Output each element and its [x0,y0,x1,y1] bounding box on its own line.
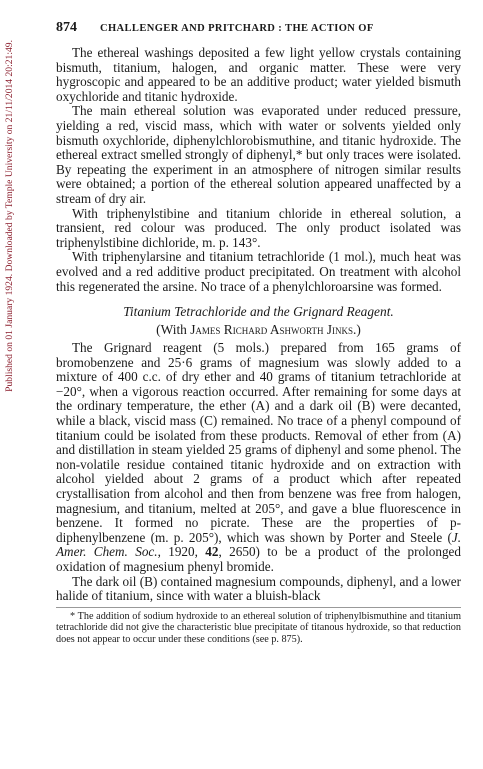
journal-page [56,20,461,646]
subtitle-prefix: (With [156,322,191,338]
citation-journal: J. Amer. Chem. Soc. [56,529,461,560]
provenance-text: Published on 01 January 1924. Downloaded by Temple University on 21/11/2014 20:21:49. [4,40,15,392]
page-header [56,20,461,40]
running-title: CHALLENGER AND PRITCHARD : THE ACTION OF [100,23,374,34]
paragraph: The ethereal washings deposited a few light yellow crystals containing bismuth, titanium, halogen, and organic matter. These were very hygroscopic and appeared to be an additive product; water yielded bismuth oxychloride and titanic hydroxide. [56,45,461,104]
paragraph [56,341,461,575]
citation-volume: 42 [205,544,219,560]
paragraph: With triphenylarsine and titanium tetrachloride (1 mol.), much heat was evolved and a red additive product precipitated. On treatment with alcohol this regenerated the arsine. No trace of a phenylchloroarsine was formed. [56,249,461,294]
footnote [56,607,461,646]
citation-year: , 1920, [157,544,206,560]
provenance-sidebar [4,40,18,520]
paragraph: The dark oil (B) contained magnesium compounds, diphenyl, and a lower halide of titanium, since with water a bluish-black [56,573,461,604]
paragraph: With triphenylstibine and titanium chloride in ethereal solution, a transient, red colour was produced. The only product isolated was triphenylstibine dichloride, m. p. 143°. [56,205,461,250]
coauthor-name: James Richard Ashworth Jinks [190,322,354,338]
subtitle-suffix: .) [353,322,361,338]
section-title: Titanium Tetrachloride and the Grignard Reagent. [123,304,394,320]
paragraph-text-end: , 2650) to be a product of the prolonged oxidation of magnesium phenyl bromide. [56,544,461,574]
paragraph-text: The Grignard reagent (5 mols.) prepared from 165 grams of bromobenzene and 25·6 grams of magnesium was slowly added to a mixture of 400 c.c. of dry ether and 40 grams of titanium tetrachloride at −20°, when a vigorous reaction occurred. After remaining for some days at the ordinary temperature, the ether (A) and a dark oil (B) were decanted, while a black, viscid mass (C) remained. No trace of a phenyl compound of titanium could be isolated from these products. Removal of ether from (A) and distillation in steam yielded 25 grams of diphenyl and some phenol. The non-volatile residue contained titanic hydroxide and on extraction with alcohol yielded about 2 grams of a product which after repeated crystallisation from alcohol and then from benzene was free from halogen, magnesium, and titanium, melted at 205°, and gave a blue fluorescence in benzene. It formed no picrate. These are the properties of p-diphenylbenzene (m. p. 205°), which was shown by Porter and Steele ( [56,340,461,545]
page-number: 874 [56,20,77,35]
section-subtitle [56,322,461,337]
article-body [56,46,461,646]
footnote-text: * The addition of sodium hydroxide to an ethereal solution of triphenylbismuthine and titanium tetrachloride did not give the characteristic blue precipitate of titanous hydroxide, so that reduction does not appear to occur under these conditions (see p. 875). [56,610,461,645]
paragraph: The main ethereal solution was evaporated under reduced pressure, yielding a red, viscid mass, which with water or solvents yielded only bismuth oxychloride, diphenylchlorobismuthine, and titanic hydroxide. The ethereal extract smelled strongly of diphenyl,* but only traces were isolated. By repeating the experiment in an atmosphere of nitrogen similar results were obtained; a portion of the ethereal solution appeared unaffected by a stream of dry air. [56,103,461,206]
